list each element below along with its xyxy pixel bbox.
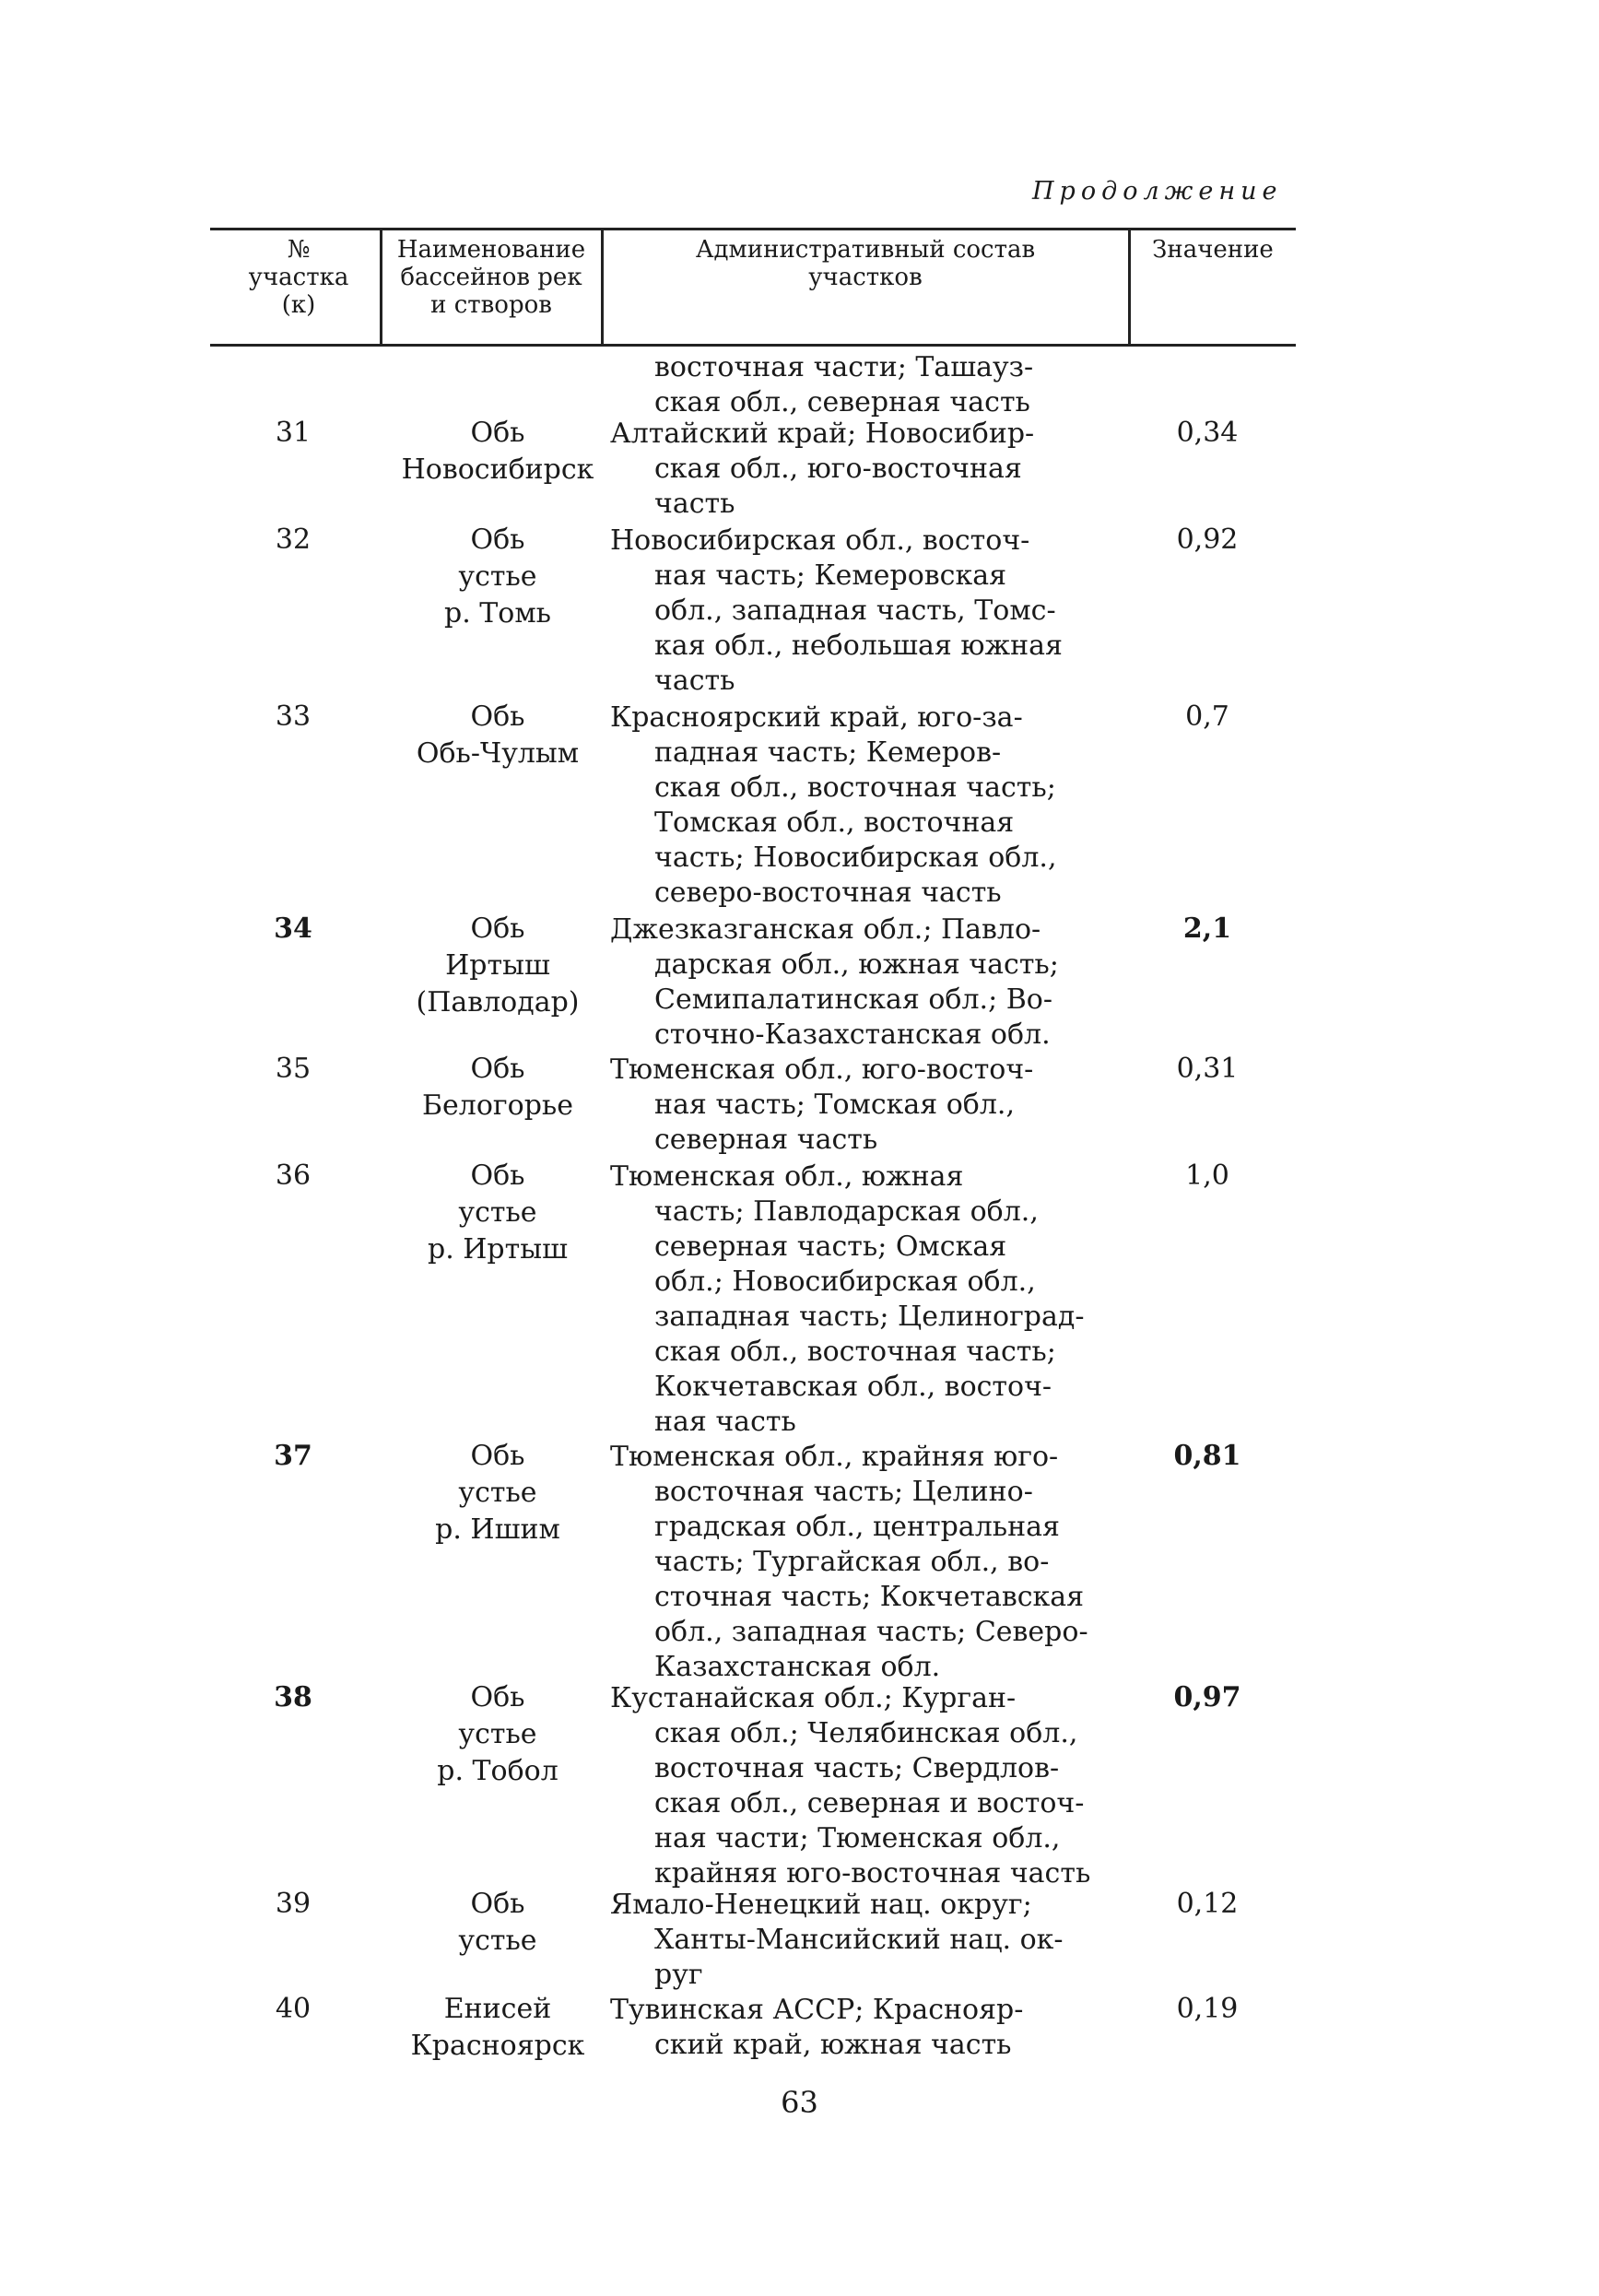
row-38-admin: Кустанайская обл.; Курган- ская обл.; Челябинская обл., восточная часть; Свердлов- ская обл., северная и восточ- ная части; Тюменская обл., крайняя юго-восточная часть — [610, 1682, 1091, 1890]
row-34-name: Обь Иртыш (Павлодар) — [416, 913, 580, 1018]
carryover-text: восточная части; Ташауз- ская обл., северная часть — [654, 351, 1034, 418]
header-name: Наименование бассейнов рек и створов — [396, 236, 586, 319]
row-40-admin: Тувинская АССР; Краснояр- ский край, южная часть — [610, 1994, 1024, 2061]
row-36-admin: Тюменская обл., южная часть; Павлодарская обл., северная часть; Омская обл.; Новосибирская обл., западная часть; Целиноград- ская обл., восточная часть; Кокчетавская обл., восточ- ная часть — [610, 1160, 1085, 1438]
row-32-name: Обь устье р. Томь — [443, 524, 551, 630]
row-31-number: 31 — [275, 417, 312, 449]
row-37-name: Обь устье р. Ишим — [435, 1440, 560, 1546]
continuation-label: Продолжение — [1032, 177, 1283, 206]
row-35-value: 0,31 — [1176, 1053, 1239, 1085]
column-divider-1 — [380, 230, 382, 344]
row-34-admin: Джезказганская обл.; Павло- дарская обл., южная часть; Семипалатинская обл.; Во- сточно-Казахстанская обл. — [610, 913, 1059, 1051]
row-33-admin: Красноярский край, юго-за- падная часть; Кемеров- ская обл., восточная часть; Томская обл., восточная часть; Новосибирская обл., северо-восточная часть — [610, 701, 1057, 909]
row-36-name: Обь устье р. Иртыш — [427, 1160, 568, 1266]
row-33-name: Обь Обь-Чулым — [416, 701, 580, 770]
row-37-admin: Тюменская обл., крайняя юго- восточная часть; Целино- градская обл., центральная часть; Тургайская обл., во- сточная часть; Кокчетавская обл., западная часть; Северо- Казахстанская обл. — [610, 1441, 1088, 1683]
header-value: Значение — [1152, 236, 1274, 264]
table-top-rule — [210, 228, 1296, 230]
row-32-value: 0,92 — [1176, 524, 1239, 556]
page-number: 63 — [781, 2085, 818, 2120]
row-37-number: 37 — [274, 1440, 312, 1472]
column-divider-3 — [1128, 230, 1131, 344]
row-38-name: Обь устье р. Тобол — [437, 1681, 558, 1787]
row-31-admin: Алтайский край; Новосибир- ская обл., юго-восточная часть — [610, 418, 1035, 520]
row-38-value: 0,97 — [1173, 1681, 1241, 1713]
row-35-name: Обь Белогорье — [422, 1053, 573, 1122]
row-33-number: 33 — [275, 701, 312, 733]
row-31-name: Обь Новосибирск — [401, 417, 594, 486]
row-40-value: 0,19 — [1176, 1993, 1239, 2025]
row-40-number: 40 — [275, 1993, 312, 2025]
row-33-value: 0,7 — [1185, 701, 1229, 733]
row-38-number: 38 — [274, 1681, 312, 1713]
header-number: № участка (к) — [248, 236, 349, 319]
row-35-admin: Тюменская обл., юго-восточ- ная часть; Томская обл., северная часть — [610, 1054, 1034, 1156]
row-31-value: 0,34 — [1176, 417, 1239, 449]
row-32-admin: Новосибирская обл., восточ- ная часть; Кемеровская обл., западная часть, Томс- кая обл., небольшая южная часть — [610, 524, 1063, 697]
row-39-name: Обь устье — [458, 1888, 537, 1957]
column-divider-2 — [601, 230, 604, 344]
row-39-number: 39 — [275, 1888, 312, 1920]
row-39-value: 0,12 — [1176, 1888, 1239, 1920]
row-35-number: 35 — [275, 1053, 312, 1085]
row-34-value: 2,1 — [1182, 913, 1232, 945]
row-34-number: 34 — [274, 913, 312, 945]
row-40-name: Енисей Красноярск — [410, 1993, 585, 2062]
table-header-bottom-rule — [210, 344, 1296, 347]
row-39-admin: Ямало-Ненецкий нац. округ; Ханты-Мансийский нац. ок- руг — [610, 1889, 1064, 1991]
row-37-value: 0,81 — [1173, 1440, 1241, 1472]
row-36-number: 36 — [275, 1160, 312, 1192]
row-32-number: 32 — [275, 524, 312, 556]
header-admin: Административный состав участков — [695, 236, 1036, 291]
row-36-value: 1,0 — [1185, 1160, 1229, 1192]
